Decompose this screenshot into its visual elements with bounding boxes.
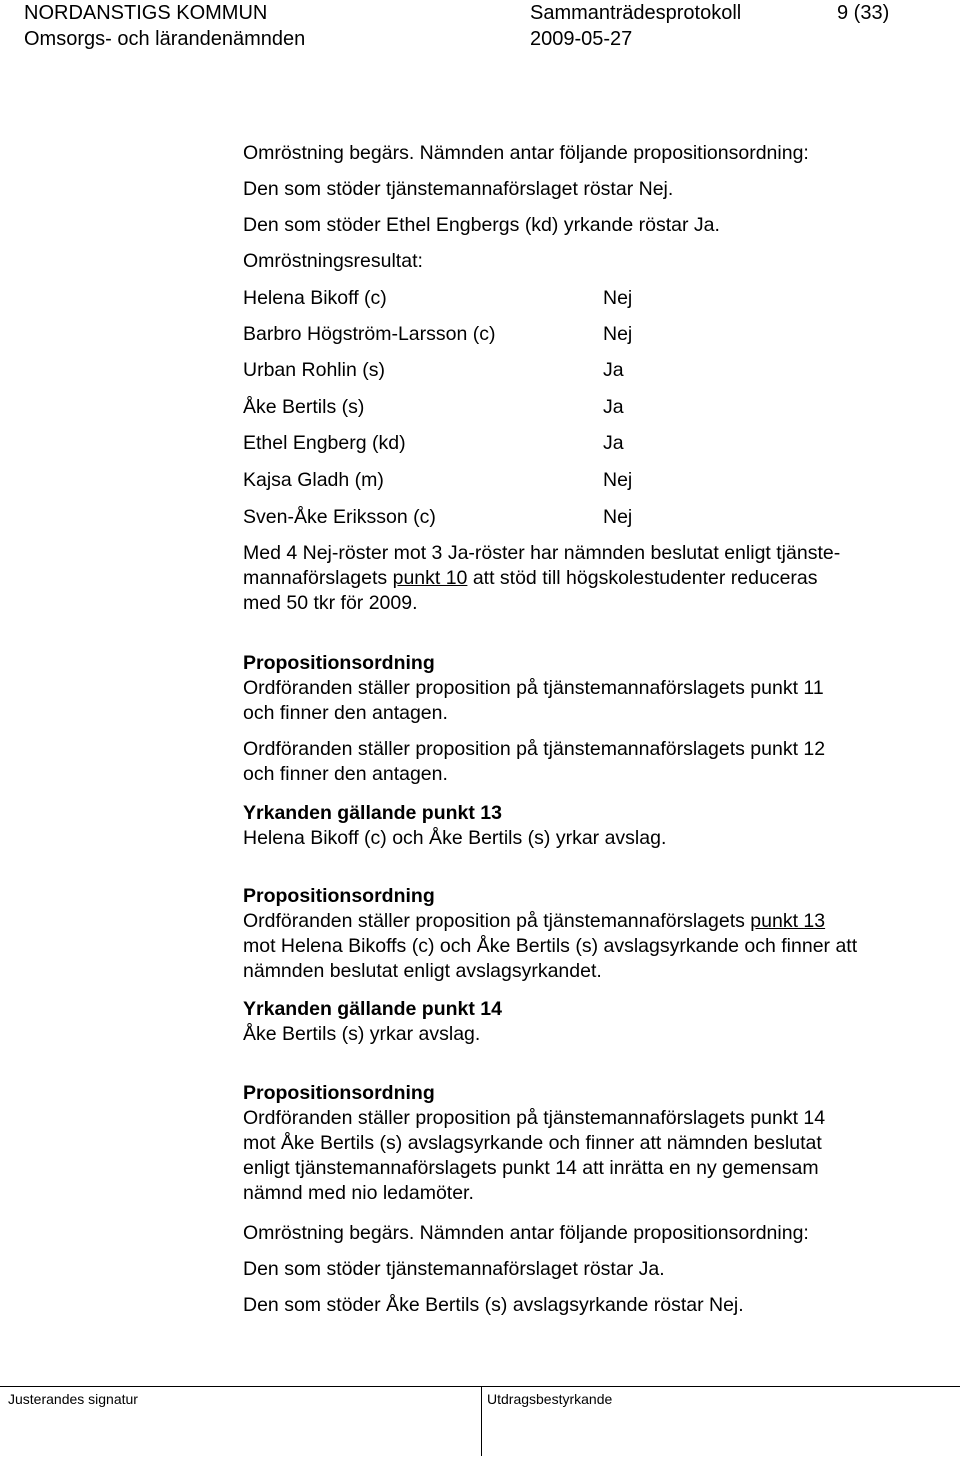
- certification-label: Utdragsbestyrkande: [487, 1391, 613, 1407]
- paragraph-line: nämnd med nio ledamöter.: [243, 1182, 474, 1204]
- voter-name: Kajsa Gladh (m): [243, 469, 384, 491]
- summary-line: med 50 tkr för 2009.: [243, 592, 418, 614]
- vote-option-nej: Den som stöder Åke Bertils (s) avslagsyrkande röstar Nej.: [243, 1294, 744, 1316]
- yrkande-punkt-14: [243, 997, 943, 1047]
- paragraph-line: enligt tjänstemannaförslagets punkt 14 att inrätta en ny gemensam: [243, 1157, 819, 1179]
- section-heading: Propositionsordning: [243, 885, 435, 907]
- paragraph-line: nämnden beslutat enligt avslagsyrkandet.: [243, 960, 602, 982]
- yrkande-punkt-13: [243, 801, 943, 851]
- vote-result-heading: Omröstningsresultat:: [243, 250, 423, 272]
- vote-request: Omröstning begärs. Nämnden antar följande propositionsordning:: [243, 142, 809, 164]
- proposition-punkt-12: [243, 737, 943, 787]
- voter-name: Åke Bertils (s): [243, 396, 365, 418]
- committee-name: Omsorgs- och lärandenämnden: [24, 28, 306, 50]
- voter-name: Ethel Engberg (kd): [243, 432, 406, 454]
- summary-line: Med 4 Nej-röster mot 3 Ja-röster har nämnden beslutat enligt tjänste-: [243, 542, 841, 564]
- paragraph-line: och finner den antagen.: [243, 702, 448, 724]
- paragraph-line: Ordföranden ställer proposition på tjänstemannaförslagets punkt 11: [243, 677, 824, 699]
- voter-vote: Ja: [603, 432, 624, 454]
- voter-vote: Nej: [603, 287, 633, 309]
- meeting-date: 2009-05-27: [530, 28, 633, 50]
- paragraph-line: Ordföranden ställer proposition på tjänstemannaförslagets punkt 14: [243, 1107, 826, 1129]
- paragraph-line: Åke Bertils (s) yrkar avslag.: [243, 1023, 481, 1045]
- voter-vote: Nej: [603, 506, 633, 528]
- section-heading: Yrkanden gällande punkt 13: [243, 802, 502, 824]
- vote-option-nej: Den som stöder tjänstemannaförslaget röstar Nej.: [243, 178, 674, 200]
- paragraph-line: Ordföranden ställer proposition på tjänstemannaförslagets punkt 12: [243, 738, 826, 760]
- voter-vote: Ja: [603, 396, 624, 418]
- vote-option-ja: Den som stöder tjänstemannaförslaget röstar Ja.: [243, 1258, 665, 1280]
- summary-line: att stöd till högskolestudenter reduceras: [467, 567, 818, 589]
- voter-name: Helena Bikoff (c): [243, 287, 387, 309]
- voter-name: Urban Rohlin (s): [243, 359, 385, 381]
- paragraph-line: mot Helena Bikoffs (c) och Åke Bertils (s) avslagsyrkande och finner att: [243, 935, 858, 957]
- voter-name: Barbro Högström-Larsson (c): [243, 323, 496, 345]
- vote-option-ja: Den som stöder Ethel Engbergs (kd) yrkande röstar Ja.: [243, 214, 720, 236]
- footer-divider: [481, 1386, 482, 1456]
- voter-vote: Nej: [603, 323, 633, 345]
- signature-label: Justerandes signatur: [8, 1391, 138, 1407]
- voter-vote: Nej: [603, 469, 633, 491]
- paragraph-line: och finner den antagen.: [243, 763, 448, 785]
- page-number: 9 (33): [837, 2, 890, 24]
- footer-rule: [0, 1386, 960, 1387]
- voter-name: Sven-Åke Eriksson (c): [243, 506, 436, 528]
- item-reference: punkt 13: [750, 910, 826, 932]
- document-type: Sammanträdesprotokoll: [530, 2, 742, 24]
- proposition-section-13: [243, 884, 943, 984]
- summary-line: mannaförslagets: [243, 567, 393, 589]
- proposition-section-11-12: [243, 651, 943, 726]
- voter-vote: Ja: [603, 359, 624, 381]
- proposition-section-14: [243, 1081, 943, 1206]
- municipality-name: NORDANSTIGS KOMMUN: [24, 2, 268, 24]
- vote-request: Omröstning begärs. Nämnden antar följande propositionsordning:: [243, 1222, 809, 1244]
- item-reference: punkt 10: [392, 567, 468, 589]
- section-heading: Propositionsordning: [243, 1082, 435, 1104]
- paragraph-line: Helena Bikoff (c) och Åke Bertils (s) yrkar avslag.: [243, 827, 667, 849]
- section-heading: Propositionsordning: [243, 652, 435, 674]
- vote-summary: [243, 541, 943, 616]
- paragraph-line: mot Åke Bertils (s) avslagsyrkande och finner att nämnden beslutat: [243, 1132, 822, 1154]
- paragraph-line: Ordföranden ställer proposition på tjänstemannaförslagets: [243, 910, 751, 932]
- section-heading: Yrkanden gällande punkt 14: [243, 998, 502, 1020]
